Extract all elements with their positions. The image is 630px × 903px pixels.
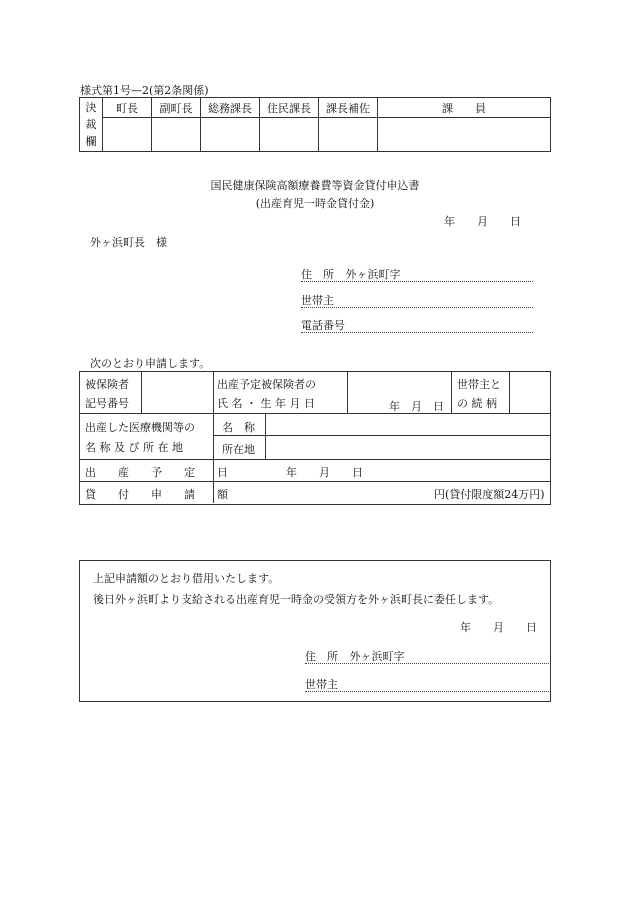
loan-amount-label: 貸 付 申 請 額 bbox=[85, 488, 228, 501]
applicant-address-label: 住 所 bbox=[301, 268, 334, 281]
applicant-phone-field[interactable] bbox=[301, 317, 533, 333]
consent-household-label: 世帯主 bbox=[305, 678, 338, 691]
consent-address-value: 外ヶ浜町字 bbox=[349, 650, 405, 663]
form-title: 国民健康保険高額療養費等資金貸付申込書 bbox=[210, 179, 420, 192]
form-subtitle: (出産育児一時金貸付金) bbox=[255, 197, 375, 210]
approval-col-staff: 課 員 bbox=[378, 98, 551, 118]
applicant-household-field[interactable] bbox=[301, 292, 533, 308]
loan-amount-value: 円(貸付限度額24万円) bbox=[434, 488, 545, 501]
applicant-address-value: 外ヶ浜町字 bbox=[345, 268, 401, 281]
institution-name-field[interactable] bbox=[266, 414, 550, 434]
approval-stamp-general-affairs[interactable] bbox=[201, 118, 260, 152]
expected-insured-label-2: 氏 名 ・ 生 年 月 日 bbox=[217, 397, 315, 410]
insured-no-label-2: 記号番号 bbox=[85, 397, 129, 410]
approval-col-assistant-chief: 課長補佐 bbox=[319, 98, 378, 118]
application-table bbox=[79, 371, 551, 505]
institution-name-label: 名 称 bbox=[222, 421, 255, 434]
intro-text: 次のとおり申請します。 bbox=[90, 357, 211, 370]
birth-date: 年 月 日 bbox=[389, 400, 444, 413]
addressee: 外ヶ浜町長 様 bbox=[90, 236, 167, 249]
expected-insured-label-1: 出産予定被保険者の bbox=[217, 378, 316, 391]
consent-household-field[interactable] bbox=[305, 676, 549, 692]
application-date[interactable]: 年 月 日 bbox=[444, 215, 521, 228]
applicant-address-field[interactable] bbox=[301, 266, 533, 282]
approval-stamp-staff[interactable] bbox=[378, 118, 551, 152]
consent-address-label: 住 所 bbox=[305, 650, 338, 663]
approval-col-mayor: 町長 bbox=[103, 98, 152, 118]
insured-no-label-1: 被保険者 bbox=[85, 378, 129, 391]
institution-label-2: 名 称 及 び 所 在 地 bbox=[85, 441, 183, 454]
consent-date[interactable]: 年 月 日 bbox=[460, 621, 537, 634]
consent-address-field[interactable] bbox=[305, 648, 549, 664]
approval-stamp-residents[interactable] bbox=[260, 118, 319, 152]
approval-col-residents: 住民課長 bbox=[260, 98, 319, 118]
relation-label-2: の 続 柄 bbox=[457, 397, 497, 410]
relation-field[interactable] bbox=[510, 372, 550, 412]
consent-line-2: 後日外ヶ浜町より支給される出産育児一時金の受領方を外ヶ浜町長に委任します。 bbox=[93, 593, 500, 606]
approval-stamp-mayor[interactable] bbox=[103, 118, 152, 152]
applicant-household-label: 世帯主 bbox=[301, 294, 334, 307]
consent-box bbox=[79, 560, 551, 702]
due-date-label: 出 産 予 定 日 bbox=[85, 466, 228, 479]
approval-col-general-affairs: 総務課長 bbox=[201, 98, 260, 118]
applicant-phone-label: 電話番号 bbox=[301, 319, 345, 332]
due-date-value[interactable]: 年 月 日 bbox=[286, 466, 363, 479]
approval-col-deputy-mayor: 副町長 bbox=[152, 98, 201, 118]
insured-no-field[interactable] bbox=[142, 372, 212, 412]
approval-stamp-assistant-chief[interactable] bbox=[319, 118, 378, 152]
relation-label-1: 世帯主と bbox=[457, 378, 501, 391]
institution-location-label: 所在地 bbox=[222, 443, 255, 456]
institution-label-1: 出産した医療機関等の bbox=[85, 421, 195, 434]
consent-line-1: 上記申請額のとおり借用いたします。 bbox=[93, 572, 280, 585]
approval-table bbox=[79, 97, 551, 152]
approval-label: 決 裁 欄 bbox=[80, 98, 103, 152]
institution-location-field[interactable] bbox=[266, 436, 550, 458]
form-number: 様式第1号—2(第2条関係) bbox=[80, 84, 209, 97]
approval-stamp-deputy-mayor[interactable] bbox=[152, 118, 201, 152]
